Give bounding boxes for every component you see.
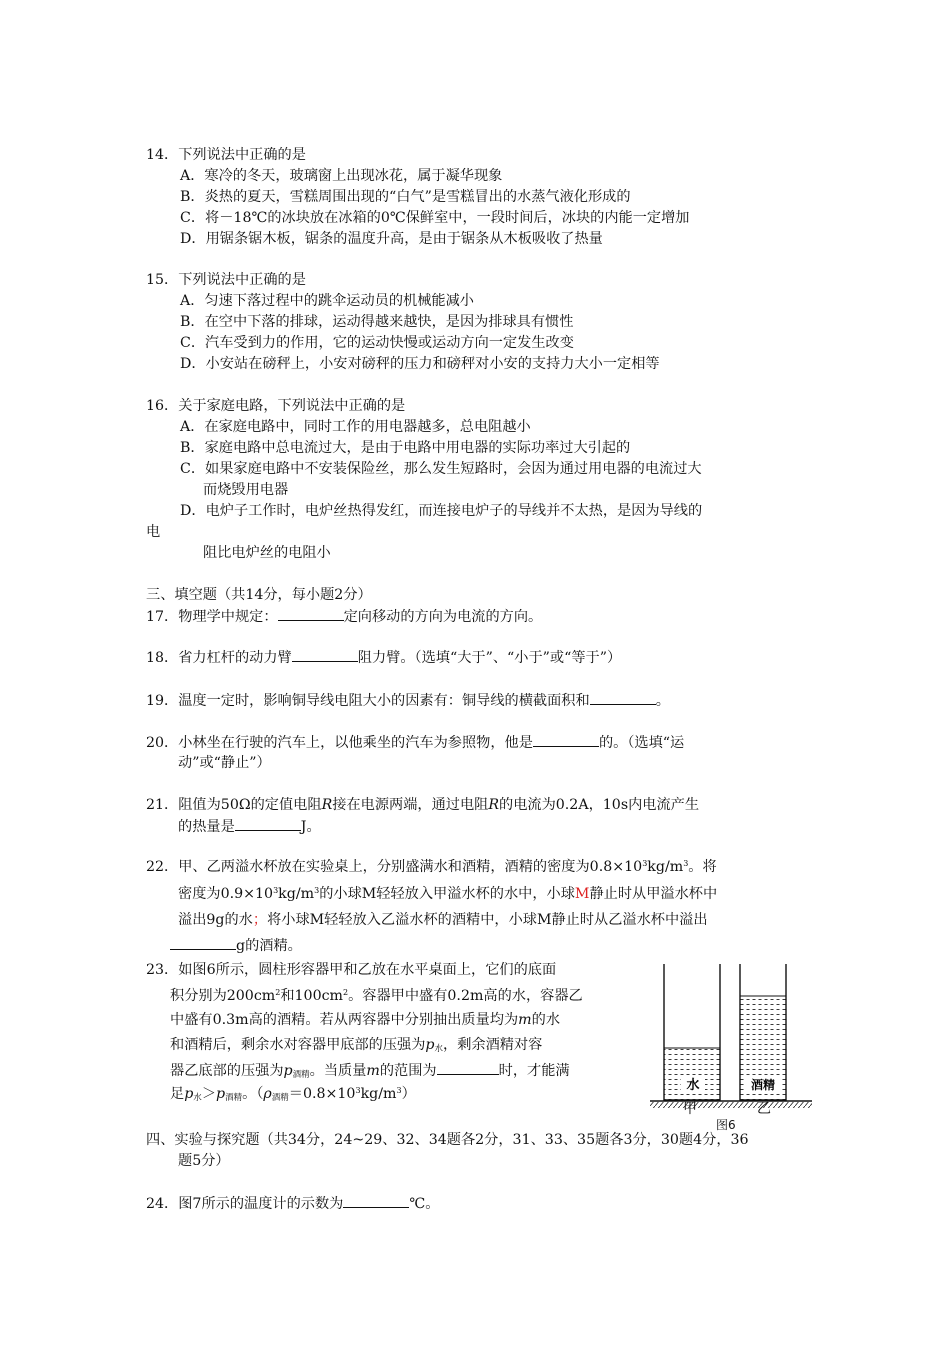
q19-answer-blank[interactable] <box>590 690 656 705</box>
q22-line4 <box>170 935 302 956</box>
q23-l2-post: 。容器甲中盛有0.2m高的水，容器乙 <box>348 988 583 1004</box>
q23-line6 <box>170 1084 416 1104</box>
q22-l2-mid: 的小球M轻轻放入甲溢水杯的水中，小球 <box>319 886 575 902</box>
q16-option-b: B．家庭电路中总电流过大，是由于电路中用电器的实际功率过大引起的 <box>180 440 631 456</box>
q21-line2 <box>178 816 321 837</box>
q22-l2-post: 静止时从甲溢水杯中 <box>589 886 718 902</box>
q23-l4-post: ，剩余酒精对容 <box>443 1037 543 1053</box>
q23-exp-1: 2 <box>275 988 281 997</box>
q23-l3-text: 中盛有0.3m高的酒精。若从两容器中分别抽出质量均为 <box>170 1012 519 1028</box>
q23-sub-alcohol-3: 酒精 <box>271 1093 289 1103</box>
q24-post: ℃。 <box>409 1196 440 1212</box>
q14-option-d: D．用锯条锯木板，锯条的温度升高，是由于锯条从木板吸收了热量 <box>180 231 603 247</box>
water-label: 水 <box>686 1078 700 1093</box>
q23-symbol-m-2: m <box>366 1063 380 1079</box>
q23-l5-post: 时，才能满 <box>498 1063 570 1079</box>
alcohol-label: 酒精 <box>750 1078 776 1092</box>
q17-post: 定向移动的方向为电流的方向。 <box>343 609 543 625</box>
q14-option-c: C．将－18℃的冰块放在冰箱的0℃保鲜室中，一段时间后，冰块的内能一定增加 <box>180 210 690 226</box>
q23-l6-pre: 足 <box>170 1086 185 1102</box>
q18-pre: 18．省力杠杆的动力臂 <box>146 650 292 666</box>
q23-symbol-m: m <box>518 1012 532 1028</box>
q23-line3 <box>170 1010 560 1030</box>
q19-post: 。 <box>655 693 670 709</box>
q21-text-3: 的电流为0.2A，10s内电流产生 <box>499 797 700 813</box>
q23-l5-mid2: 的范围为 <box>379 1063 437 1079</box>
q21-text-2: 接在电源两端，通过电阻 <box>332 797 489 813</box>
q21-symbol-r: R <box>321 797 333 813</box>
q22-red-semicolon: ； <box>252 912 268 928</box>
q23-l2-mid: 和100cm <box>280 988 343 1004</box>
q22-exp-4: 3 <box>314 886 320 895</box>
q23-sub-alcohol: 酒精 <box>292 1070 310 1080</box>
q23-l2-pre: 积分别为200cm <box>170 988 276 1004</box>
q22-answer-blank[interactable] <box>170 935 236 950</box>
q22-l3-post: 将小球M轻轻放入乙溢水杯的酒精中，小球M静止时从乙溢水杯中溢出 <box>267 912 708 928</box>
q17 <box>146 606 542 627</box>
q21-line2-post: J。 <box>300 819 321 835</box>
q15-option-d: D．小安站在磅秤上，小安对磅秤的压力和磅秤对小安的支持力大小一定相等 <box>180 356 660 372</box>
q23-sub-alcohol-2: 酒精 <box>225 1093 243 1103</box>
q22-l4-post: g的酒精。 <box>236 938 302 954</box>
q23-answer-blank[interactable] <box>437 1060 499 1075</box>
q20-line2: 动”或“静止”） <box>178 755 271 771</box>
q16-option-d-line2: 阻比电炉丝的电阻小 <box>203 545 331 561</box>
q22-line1 <box>146 857 717 877</box>
q23-sub-water: 水 <box>434 1044 443 1054</box>
q24-pre: 24．图7所示的温度计的示数为 <box>146 1196 344 1212</box>
q19-pre: 19．温度一定时，影响铜导线电阻大小的因素有：铜导线的横截面积和 <box>146 693 590 709</box>
q22-line2 <box>178 884 717 904</box>
q21-answer-blank[interactable] <box>235 816 301 831</box>
q22-exp-3: 3 <box>273 886 279 895</box>
q20-pre: 20．小林坐在行驶的汽车上，以他乘坐的汽车为参照物，他是 <box>146 735 533 751</box>
q22-exp-1: 3 <box>642 859 648 868</box>
q23-symbol-p: p <box>425 1037 435 1053</box>
q16-option-c-line1: C．如果家庭电路中不安装保险丝，那么发生短路时，会因为通过用电器的电流过大 <box>180 461 702 477</box>
q16-option-a: A．在家庭电路中，同时工作的用电器越多，总电阻越小 <box>180 419 531 435</box>
q23-greater-than: ＞ <box>201 1086 217 1102</box>
q17-answer-blank[interactable] <box>278 606 344 621</box>
q21-line2-pre: 的热量是 <box>178 819 235 835</box>
q18-answer-blank[interactable] <box>292 647 358 662</box>
q24-answer-blank[interactable] <box>343 1193 409 1208</box>
figure-6-label-jia: 甲 <box>683 1101 697 1117</box>
q16-option-c-line2: 而烧毁用电器 <box>203 482 289 498</box>
section-4-heading-line2: 题5分） <box>178 1153 230 1169</box>
figure-6-caption: 图6 <box>716 1118 736 1132</box>
q22-red-m: M <box>574 886 590 902</box>
q23-symbol-rho: ρ <box>263 1086 272 1102</box>
q23-l5-pre: 器乙底部的压强为 <box>170 1063 284 1079</box>
q23-l4-pre: 和酒精后，剩余水对容器甲底部的压强为 <box>170 1037 426 1053</box>
q22-unit-1: kg/m <box>647 859 684 875</box>
q14-option-a: A．寒冷的冬天，玻璃窗上出现冰花，属于凝华现象 <box>180 168 503 184</box>
q23-l6-end: ） <box>401 1086 416 1102</box>
q24 <box>146 1193 439 1214</box>
q17-pre: 17．物理学中规定： <box>146 609 278 625</box>
q21-symbol-r-2: R <box>488 797 500 813</box>
q23-line5 <box>170 1060 570 1081</box>
q14-stem: 14．下列说法中正确的是 <box>146 147 306 163</box>
q20-line1 <box>146 732 684 753</box>
q22-exp-2: 3 <box>683 859 689 868</box>
q23-sub-water-2: 水 <box>193 1093 202 1103</box>
q23-unit: kg/m <box>360 1086 397 1102</box>
q15-option-a: A．匀速下落过程中的跳伞运动员的机械能减小 <box>180 293 474 309</box>
q23-exp-3: 3 <box>355 1086 361 1095</box>
q23-exp-4: 3 <box>396 1086 402 1095</box>
q23-l6-eq: ＝0.8×10 <box>288 1086 356 1102</box>
q16-option-d-line1: D．电炉子工作时，电炉丝热得发红，而连接电炉子的导线并不太热，是因为导线的 <box>180 503 703 519</box>
q16-option-d-wrap: 电 <box>146 524 161 540</box>
q15-option-b: B．在空中下落的排球，运动得越来越快，是因为排球具有惯性 <box>180 314 574 330</box>
q23-line2 <box>170 986 583 1006</box>
figure-6-containers <box>650 962 812 1110</box>
q22-unit-2: kg/m <box>278 886 315 902</box>
q20-answer-blank[interactable] <box>533 732 599 747</box>
q14-option-b: B．炎热的夏天，雪糕周围出现的“白气”是雪糕冒出的水蒸气液化形成的 <box>180 189 631 205</box>
q22-l1-pre: 22．甲、乙两溢水杯放在实验桌上，分别盛满水和酒精，酒精的密度为0.8×10 <box>146 859 643 875</box>
table-hatching <box>650 1102 812 1108</box>
q22-l3-pre: 溢出9g的水 <box>178 912 253 928</box>
q18-post: 阻力臂。（选填“大于”、“小于”或“等于”） <box>357 650 622 666</box>
q23-l3-post: 的水 <box>531 1012 561 1028</box>
q19 <box>146 690 670 711</box>
q21-text-1: 21．阻值为50Ω的定值电阻 <box>146 797 322 813</box>
q23-symbol-p-4: p <box>216 1086 226 1102</box>
q22-l1-post: 。将 <box>688 859 717 875</box>
q18 <box>146 647 621 668</box>
q22-line3 <box>178 910 708 930</box>
q23-line4 <box>170 1035 542 1055</box>
q22-l2-pre: 密度为0.9×10 <box>178 886 274 902</box>
q16-stem: 16．关于家庭电路，下列说法中正确的是 <box>146 398 406 414</box>
q15-option-c: C．汽车受到力的作用，它的运动快慢或运动方向一定发生改变 <box>180 335 574 351</box>
q23-l5-mid: 。当质量 <box>309 1063 367 1079</box>
q15-stem: 15．下列说法中正确的是 <box>146 272 306 288</box>
q23-line1: 23．如图6所示，圆柱形容器甲和乙放在水平桌面上，它们的底面 <box>146 962 557 978</box>
figure-6-label-yi: 乙 <box>757 1101 771 1117</box>
q23-exp-2: 2 <box>343 988 349 997</box>
q20-post: 的。（选填“运 <box>598 735 685 751</box>
q23-symbol-p-2: p <box>283 1063 293 1079</box>
q23-symbol-p-3: p <box>184 1086 194 1102</box>
section-3-heading: 三、填空题（共14分，每小题2分） <box>146 587 372 603</box>
q23-l6-mid: 。（ <box>242 1086 264 1102</box>
q21-line1 <box>146 795 699 815</box>
section-4-heading-line1: 四、实验与探究题（共34分，24~29、32、34题各2分，31、33、35题各3分，30题4分，36 <box>146 1132 749 1148</box>
